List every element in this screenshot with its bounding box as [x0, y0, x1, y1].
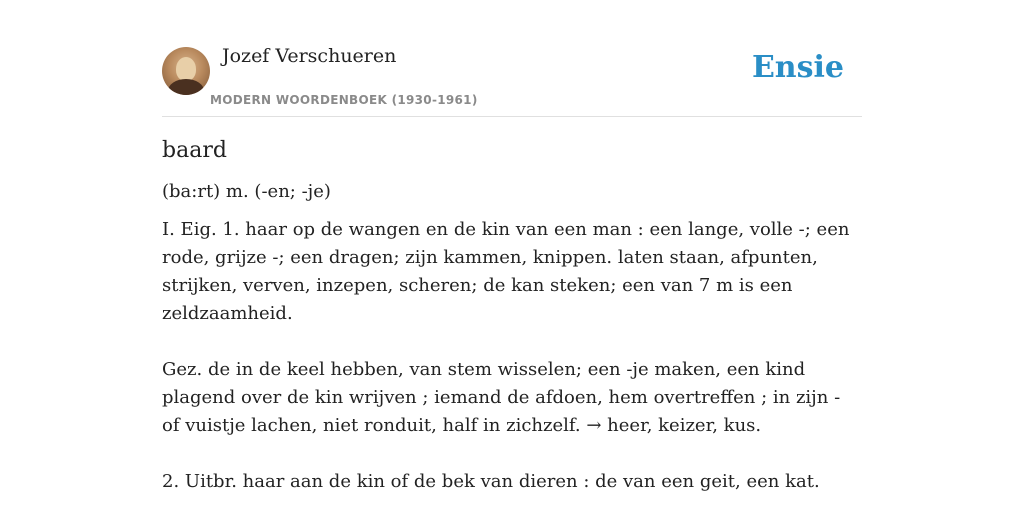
entry-term: baard — [162, 138, 227, 163]
entry-pronunciation: (ba:rt) m. (-en; -je) — [162, 181, 331, 202]
author-name[interactable]: Jozef Verschueren — [222, 45, 397, 67]
brand-logo[interactable]: Ensie — [751, 50, 844, 85]
entry-content — [162, 138, 862, 524]
page-header — [162, 40, 862, 117]
definition-paragraph: Gez. de in de keel hebben, van stem wisselen; een -je maken, een kind plagend over de kin wrijven ; iemand de afdoen, hem overtreffen ; in zijn - of vuistje lachen, niet ronduit, half in zichzelf. → heer, keizer, kus. — [162, 359, 841, 436]
source-label[interactable]: MODERN WOORDENBOEK (1930-1961) — [210, 93, 478, 107]
definition-paragraph: I. Eig. 1. haar op de wangen en de kin van een man : een lange, volle -; een rode, grijze -; een dragen; zijn kammen, knippen. laten staan, afpunten, strijken, verven, inzepen, scheren; de kan steken; een van 7 m is een zeldzaamheid. — [162, 219, 850, 324]
definition-paragraph: 2. Uitbr. haar aan de kin of de bek van dieren : de van een geit, een kat. — [162, 471, 820, 492]
avatar-head-shape — [176, 57, 196, 81]
author-avatar[interactable] — [162, 47, 210, 95]
avatar-body-shape — [168, 79, 204, 95]
